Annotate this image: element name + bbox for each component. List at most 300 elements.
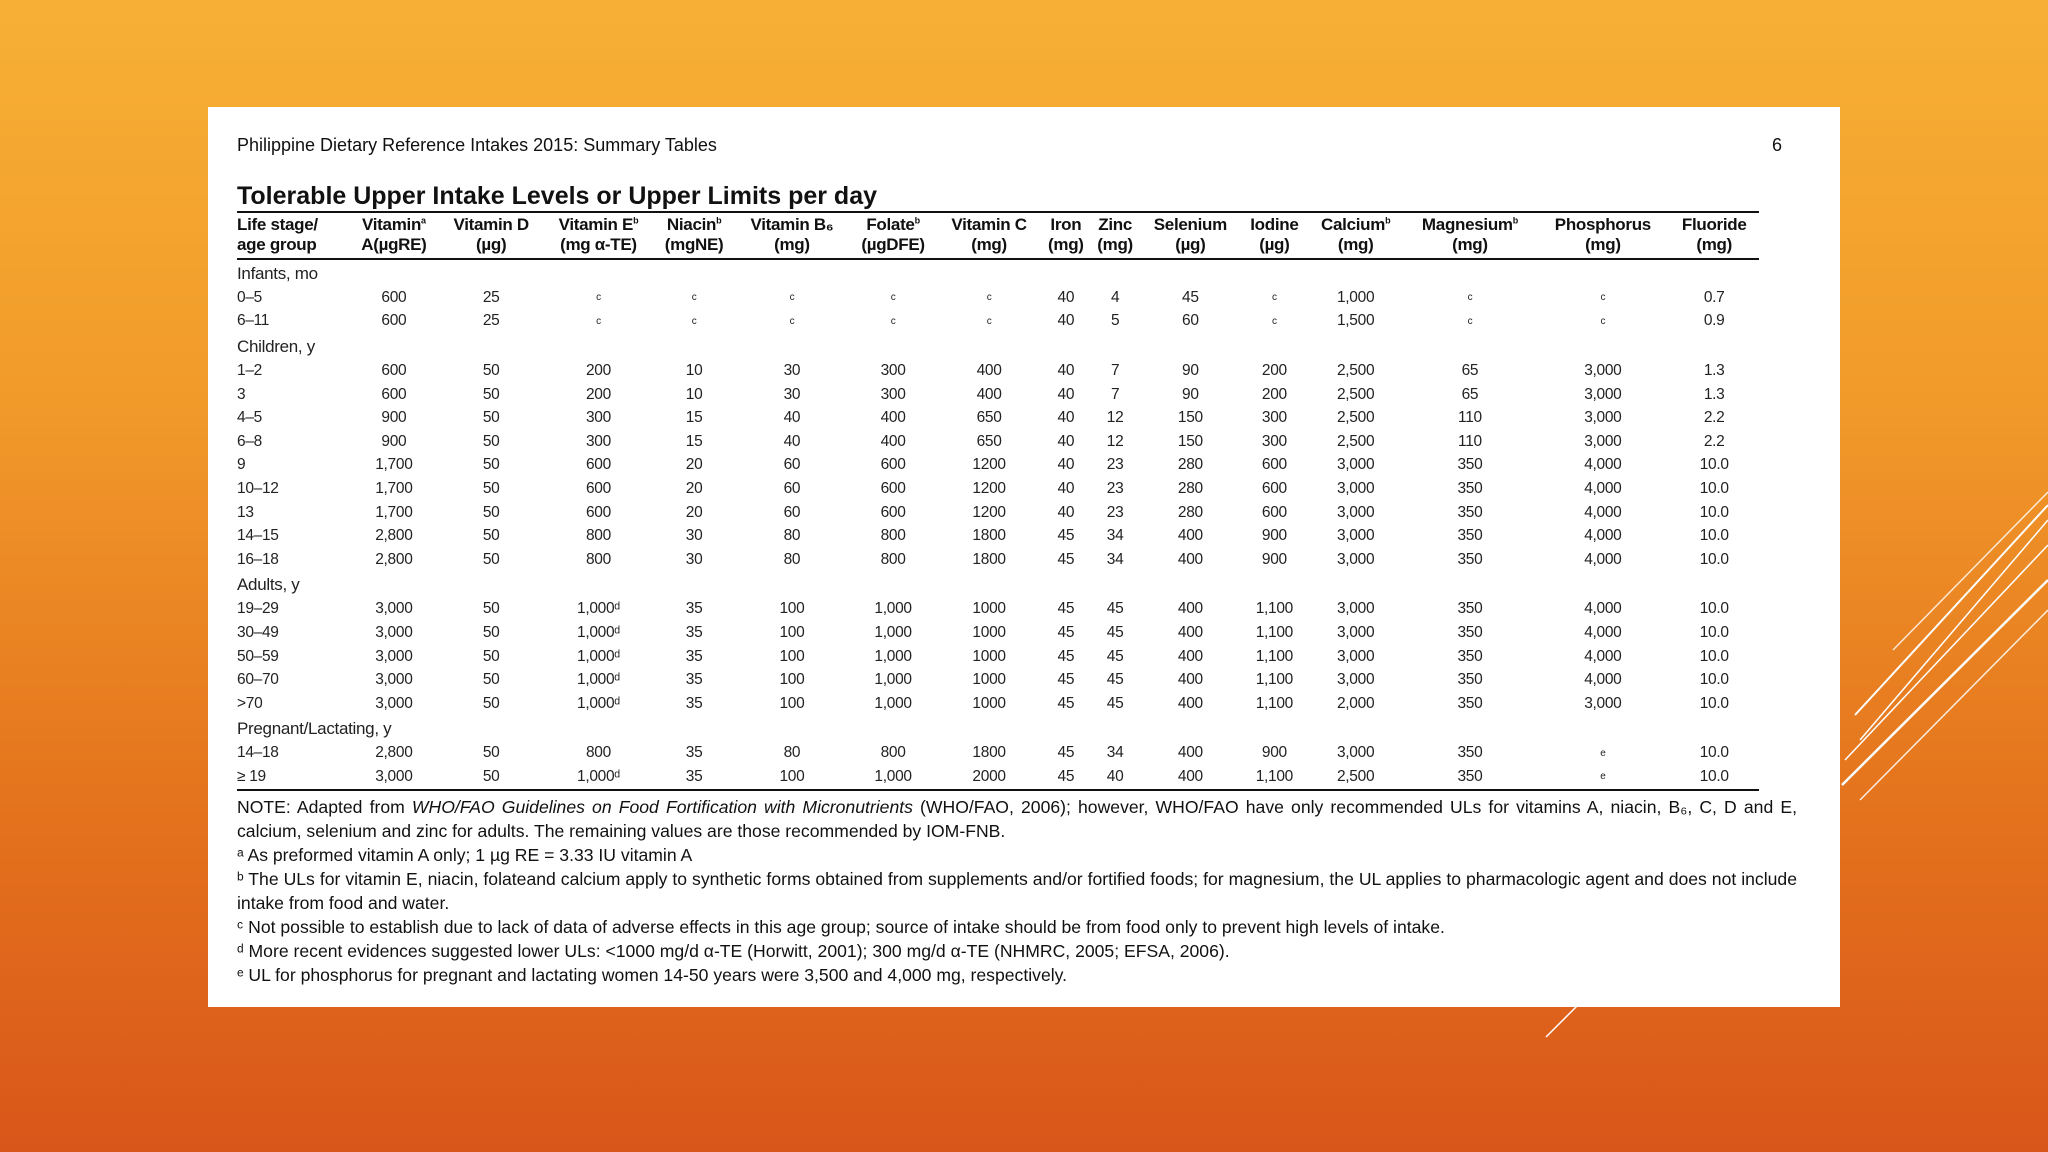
value-cell: 1,000ᵈ (577, 647, 620, 665)
value-cell: 3,000 (1336, 550, 1375, 568)
column-header-unit: (mg) (1696, 235, 1732, 254)
value-cell: 150 (1177, 409, 1203, 427)
value-cell: 45 (1182, 288, 1199, 306)
value-cell: 45 (1057, 647, 1075, 665)
value-cell: 50 (482, 409, 500, 427)
value-cell: 1,100 (1241, 765, 1308, 790)
value-cell: 45 (1106, 600, 1124, 618)
table-body (237, 259, 1759, 790)
value-cell: 400 (1177, 600, 1203, 618)
value-cell: 400 (1177, 550, 1203, 568)
value-cell: 600 (381, 361, 407, 379)
column-header-line1: Vitamin C (951, 215, 1027, 234)
value-cell: 50 (482, 671, 500, 689)
column-header-footnote-mark: b (1512, 215, 1518, 226)
value-cell: 45 (1106, 647, 1124, 665)
value-cell: 40 (1057, 312, 1075, 330)
value-cell: 3,000 (1336, 527, 1375, 545)
value-cell: 1,000 (874, 647, 912, 665)
value-cell: 2.2 (1703, 409, 1725, 427)
value-cell: 20 (685, 456, 703, 474)
table-header-row (237, 212, 1759, 259)
value-cell: 2,800 (375, 527, 413, 545)
value-cell: 2,500 (1308, 765, 1404, 790)
age-group-cell: ≥ 19 (237, 765, 349, 790)
table-row (237, 598, 1759, 622)
value-cell: 10.0 (1669, 765, 1759, 790)
value-cell: c (789, 315, 795, 327)
value-cell: 50 (482, 647, 500, 665)
column-header-line1: Vitamin E (558, 215, 634, 234)
value-cell: 3,000 (1584, 385, 1622, 403)
column-header (654, 212, 735, 259)
value-cell: 4,000 (1584, 527, 1622, 545)
value-cell: 1,100 (1255, 647, 1294, 665)
column-header-unit: (mg) (1452, 235, 1488, 254)
running-head-title: Philippine Dietary Reference Intakes 2015: Summary Tables (237, 135, 717, 155)
value-cell: 800 (585, 744, 611, 762)
value-cell: 60 (783, 456, 801, 474)
value-cell: 1,000 (874, 694, 912, 712)
value-cell: 100 (779, 600, 805, 618)
table-row (237, 359, 1759, 383)
value-cell: 1800 (972, 527, 1006, 545)
column-header-unit: (µgDFE) (861, 235, 925, 254)
value-cell: 3,000 (375, 694, 413, 712)
value-cell: 1,000ᵈ (577, 623, 620, 641)
value-cell: 300 (1261, 409, 1287, 427)
value-cell: 1000 (972, 647, 1006, 665)
value-cell: 25 (482, 288, 500, 306)
value-cell: 900 (1261, 527, 1287, 545)
value-cell: 10.0 (1699, 503, 1729, 521)
value-cell: 34 (1106, 550, 1124, 568)
value-cell: 400 (1177, 527, 1203, 545)
value-cell: 35 (685, 694, 703, 712)
note-main (237, 795, 1797, 843)
value-cell: 50 (482, 385, 500, 403)
value-cell: 4,000 (1584, 600, 1622, 618)
value-cell: 100 (735, 765, 850, 790)
value-cell: 600 (585, 503, 611, 521)
value-cell: 3,000 (1336, 456, 1375, 474)
value-cell: e (1536, 765, 1669, 790)
column-header-line1: Selenium (1153, 215, 1227, 234)
column-header-line1: Zinc (1098, 215, 1132, 234)
value-cell: 30 (685, 550, 703, 568)
group-label: Adults, y (237, 575, 300, 595)
value-cell: 110 (1458, 432, 1482, 450)
age-group-cell: 6–8 (237, 432, 262, 450)
column-header-unit: (mg) (1585, 235, 1621, 254)
value-cell: 100 (779, 671, 805, 689)
column-header (237, 212, 349, 259)
value-cell: 1,000ᵈ (543, 765, 653, 790)
column-header-line1: Iodine (1250, 215, 1299, 234)
value-cell: 12 (1106, 409, 1124, 427)
value-cell: 3,000 (1336, 479, 1375, 497)
table-row (237, 430, 1759, 454)
value-cell: 4,000 (1584, 456, 1622, 474)
value-cell: 15 (685, 432, 703, 450)
value-cell: 350 (1457, 600, 1483, 618)
value-cell: c (691, 292, 697, 304)
table-row (237, 765, 1759, 790)
value-cell: 800 (880, 527, 906, 545)
value-cell: c (789, 292, 795, 304)
age-group-cell: 30–49 (237, 623, 279, 641)
value-cell: 50 (482, 432, 500, 450)
value-cell: c (1467, 315, 1473, 327)
value-cell: 3,000 (1336, 623, 1375, 641)
age-group-cell: 0–5 (237, 288, 262, 306)
column-header (1308, 212, 1404, 259)
value-cell: 300 (880, 361, 906, 379)
value-cell: 50 (482, 623, 500, 641)
value-cell: 3,000 (1336, 671, 1375, 689)
value-cell: c (986, 315, 992, 327)
value-cell: 110 (1458, 409, 1482, 427)
table-row (237, 406, 1759, 430)
value-cell: 280 (1177, 503, 1203, 521)
value-cell: 350 (1457, 550, 1483, 568)
value-cell: 35 (654, 765, 735, 790)
value-cell: 400 (976, 385, 1002, 403)
value-cell: 280 (1177, 479, 1203, 497)
value-cell: 350 (1457, 671, 1483, 689)
value-cell: 2,500 (1336, 432, 1375, 450)
value-cell: 3,000 (1336, 600, 1375, 618)
value-cell: 650 (976, 432, 1002, 450)
value-cell: 30 (783, 385, 801, 403)
value-cell: 1,000 (849, 765, 937, 790)
value-cell: 300 (880, 385, 906, 403)
value-cell: 1,700 (375, 503, 413, 521)
value-cell: 300 (585, 409, 611, 427)
value-cell: 23 (1106, 479, 1124, 497)
column-header-line1: Calcium (1321, 215, 1386, 234)
value-cell: 4,000 (1584, 479, 1622, 497)
column-header-unit: (mgNE) (664, 235, 724, 254)
column-header-footnote-mark: b (914, 215, 920, 226)
value-cell: 45 (1106, 694, 1124, 712)
value-cell: 40 (1057, 456, 1075, 474)
value-cell: 10 (685, 361, 703, 379)
column-header (1241, 212, 1308, 259)
value-cell: 600 (1261, 479, 1287, 497)
value-cell: 2,000 (1336, 694, 1375, 712)
table-row (237, 383, 1759, 407)
value-cell: 1,000ᵈ (577, 671, 620, 689)
value-cell: 80 (783, 744, 801, 762)
value-cell: 1800 (972, 744, 1006, 762)
column-header-line1: Fluoride (1681, 215, 1747, 234)
value-cell: 10.0 (1699, 600, 1729, 618)
value-cell: 40 (1057, 432, 1075, 450)
value-cell: 350 (1457, 647, 1483, 665)
footnote-b: ᵇ The ULs for vitamin E, niacin, folateand calcium apply to synthetic forms obtained from supplements and/or fortified foods; for magnesium, the UL applies to pharmacologic agent and does not include intake from food and water. (237, 868, 1797, 913)
value-cell: 3,000 (1584, 409, 1622, 427)
age-group-cell: 60–70 (237, 671, 279, 689)
value-cell: 10.0 (1699, 527, 1729, 545)
column-header (849, 212, 937, 259)
value-cell: 0.9 (1703, 312, 1725, 330)
value-cell: 1,000 (874, 623, 912, 641)
column-header-unit: (mg) (1048, 235, 1084, 254)
value-cell: 1,100 (1255, 623, 1294, 641)
column-header-line1: Life stage/ (237, 215, 318, 234)
value-cell: 5 (1110, 312, 1120, 330)
value-cell: 350 (1457, 503, 1483, 521)
value-cell: 1,100 (1255, 694, 1294, 712)
value-cell: 150 (1177, 432, 1203, 450)
value-cell: 34 (1106, 744, 1124, 762)
upper-limits-table (237, 211, 1759, 791)
value-cell: 600 (381, 312, 407, 330)
value-cell: 2000 (937, 765, 1041, 790)
value-cell: 1,100 (1255, 671, 1294, 689)
value-cell: 50 (439, 765, 543, 790)
value-cell: 45 (1106, 671, 1124, 689)
value-cell: c (691, 315, 697, 327)
value-cell: 50 (482, 503, 500, 521)
value-cell: 0.7 (1703, 288, 1725, 306)
value-cell: 23 (1106, 456, 1124, 474)
value-cell: 280 (1177, 456, 1203, 474)
value-cell: c (1600, 292, 1606, 304)
value-cell: 200 (585, 385, 611, 403)
table-row (237, 645, 1759, 669)
value-cell: 3,000 (1584, 432, 1622, 450)
value-cell: c (1272, 292, 1277, 304)
value-cell: 400 (880, 432, 906, 450)
group-label: Children, y (237, 336, 315, 356)
value-cell: 35 (685, 744, 703, 762)
value-cell: 900 (1261, 744, 1287, 762)
value-cell: 3,000 (1584, 361, 1622, 379)
note-rest: (WHO/FAO, 2006); however, WHO/FAO have only recommended ULs for vitamins A, niacin, B₆, C, D and E, calcium, selenium and zinc for adults. The remaining values are those recommended by IOM-FNB. (237, 796, 1797, 841)
value-cell: 400 (1177, 744, 1203, 762)
document-page (208, 107, 1840, 1007)
age-group-cell: >70 (237, 694, 263, 712)
page-number: 6 (1771, 135, 1782, 155)
column-header (349, 212, 439, 259)
value-cell: 900 (1261, 550, 1287, 568)
column-header-unit: A(µgRE) (361, 235, 427, 254)
table-row (237, 742, 1759, 766)
value-cell: 45 (1057, 623, 1075, 641)
value-cell: 1200 (972, 456, 1006, 474)
value-cell: 10 (685, 385, 703, 403)
value-cell: 1,500 (1336, 312, 1375, 330)
value-cell: 65 (1461, 361, 1479, 379)
group-label: Pregnant/Lactating, y (237, 719, 392, 738)
age-group-cell: 1–2 (237, 361, 262, 379)
value-cell: 90 (1182, 361, 1199, 379)
table-row (237, 286, 1759, 310)
column-header-unit: (mg) (1337, 235, 1374, 254)
table-row (237, 477, 1759, 501)
column-header (937, 212, 1041, 259)
age-group-cell: 14–15 (237, 527, 279, 545)
table-notes (237, 795, 1797, 987)
value-cell: 600 (585, 456, 611, 474)
column-header-line1: Niacin (666, 215, 717, 234)
table-row (237, 501, 1759, 525)
value-cell: 600 (880, 479, 906, 497)
value-cell: 50 (482, 550, 500, 568)
value-cell: c (986, 292, 992, 304)
value-cell: 4 (1110, 288, 1120, 306)
value-cell: 1,000 (874, 671, 912, 689)
value-cell: 350 (1457, 744, 1483, 762)
column-header-footnote-mark: a (421, 215, 426, 226)
value-cell: 200 (1261, 385, 1287, 403)
value-cell: 2,800 (375, 550, 413, 568)
value-cell: 35 (685, 671, 703, 689)
age-group-cell: 19–29 (237, 600, 279, 618)
value-cell: 80 (783, 550, 801, 568)
value-cell: 10.0 (1699, 744, 1729, 762)
value-cell: 350 (1457, 479, 1483, 497)
value-cell: 2,500 (1336, 385, 1375, 403)
column-header (1041, 212, 1090, 259)
table-row (237, 692, 1759, 716)
value-cell: 50 (482, 694, 500, 712)
value-cell: 45 (1057, 527, 1075, 545)
value-cell: 10.0 (1699, 623, 1729, 641)
value-cell: 35 (685, 623, 703, 641)
value-cell: 40 (783, 432, 801, 450)
value-cell: 800 (880, 550, 906, 568)
column-header-line1: Magnesium (1421, 215, 1513, 234)
value-cell: 900 (381, 432, 407, 450)
value-cell: 60 (783, 503, 801, 521)
value-cell: 1.3 (1703, 361, 1725, 379)
value-cell: 50 (482, 600, 500, 618)
value-cell: 80 (783, 527, 801, 545)
value-cell: 1000 (972, 694, 1006, 712)
column-header-line1: Vitamin (362, 215, 422, 234)
value-cell: c (596, 292, 601, 304)
value-cell: c (1600, 315, 1606, 327)
value-cell: 4,000 (1584, 550, 1622, 568)
value-cell: 50 (482, 361, 500, 379)
column-header-line1: Vitamin D (453, 215, 529, 234)
value-cell: 200 (1261, 361, 1287, 379)
running-head (237, 135, 1782, 156)
value-cell: 40 (1057, 479, 1075, 497)
column-header-unit: (mg α-TE) (560, 235, 637, 254)
value-cell: 20 (685, 503, 703, 521)
column-header-footnote-mark: b (633, 215, 639, 226)
value-cell: 650 (976, 409, 1002, 427)
value-cell: 1,000 (874, 600, 912, 618)
value-cell: 60 (1182, 312, 1199, 330)
value-cell: 1000 (972, 671, 1006, 689)
value-cell: 40 (1057, 409, 1075, 427)
value-cell: 10.0 (1699, 456, 1729, 474)
value-cell: 2,500 (1336, 409, 1375, 427)
table-title: Tolerable Upper Intake Levels or Upper Limits per day (237, 182, 878, 210)
value-cell: 45 (1057, 694, 1075, 712)
column-header-line1: Phosphorus (1554, 215, 1651, 234)
value-cell: 40 (1090, 765, 1139, 790)
value-cell: 1,700 (375, 456, 413, 474)
value-cell: 23 (1106, 503, 1124, 521)
value-cell: 800 (585, 527, 611, 545)
table-row (237, 668, 1759, 692)
value-cell: 600 (585, 479, 611, 497)
value-cell: 3,000 (1336, 647, 1375, 665)
value-cell: 50 (482, 456, 500, 474)
value-cell: 1,100 (1255, 600, 1294, 618)
group-row (237, 716, 1759, 742)
value-cell: 60 (783, 479, 801, 497)
group-row (237, 333, 1759, 359)
value-cell: 50 (482, 744, 500, 762)
value-cell: 400 (1177, 671, 1203, 689)
table-row (237, 548, 1759, 572)
value-cell: 1000 (972, 623, 1006, 641)
value-cell: 40 (1057, 361, 1075, 379)
value-cell: 10.0 (1699, 671, 1729, 689)
value-cell: 1200 (972, 479, 1006, 497)
value-cell: 45 (1057, 550, 1075, 568)
age-group-cell: 10–12 (237, 479, 279, 497)
column-header (1536, 212, 1669, 259)
value-cell: 400 (1177, 694, 1203, 712)
footnote-e: ᵉ UL for phosphorus for pregnant and lactating women 14-50 years were 3,500 and 4,000 mg, respectively. (237, 964, 1068, 985)
table-row (237, 621, 1759, 645)
value-cell: 65 (1461, 385, 1479, 403)
group-row (237, 259, 1759, 286)
value-cell: c (1467, 292, 1473, 304)
footnote-d: ᵈ More recent evidences suggested lower ULs: <1000 mg/d α-TE (Horwitt, 2001); 300 mg/d α-TE (NHMRC, 2005; EFSA, 2006). (237, 940, 1230, 961)
value-cell: 400 (976, 361, 1002, 379)
age-group-cell: 4–5 (237, 409, 262, 427)
value-cell: 3,000 (1584, 694, 1622, 712)
value-cell: 400 (1140, 765, 1241, 790)
value-cell: 3,000 (1336, 744, 1375, 762)
value-cell: 30 (685, 527, 703, 545)
value-cell: 3,000 (375, 623, 413, 641)
value-cell: 40 (1057, 503, 1075, 521)
column-header-unit: (µg) (1259, 235, 1290, 254)
value-cell: 10.0 (1699, 550, 1729, 568)
column-header-footnote-mark: b (1385, 215, 1391, 226)
value-cell: 800 (880, 744, 906, 762)
value-cell: 400 (1177, 623, 1203, 641)
value-cell: 30 (783, 361, 801, 379)
value-cell: 3,000 (1336, 503, 1375, 521)
column-header-footnote-mark: b (716, 215, 722, 226)
age-group-cell: 14–18 (237, 744, 279, 762)
value-cell: 50 (482, 479, 500, 497)
value-cell: 45 (1041, 765, 1090, 790)
value-cell: c (596, 315, 601, 327)
value-cell: 600 (880, 456, 906, 474)
value-cell: c (1272, 315, 1277, 327)
value-cell: 45 (1057, 671, 1075, 689)
column-header-unit: (mg) (1097, 235, 1133, 254)
note-prefix: NOTE: Adapted from (237, 796, 412, 817)
column-header-line1: Folate (866, 215, 915, 234)
value-cell: 2.2 (1703, 432, 1725, 450)
value-cell: 2,800 (375, 744, 413, 762)
value-cell: 25 (482, 312, 500, 330)
value-cell: 12 (1106, 432, 1124, 450)
